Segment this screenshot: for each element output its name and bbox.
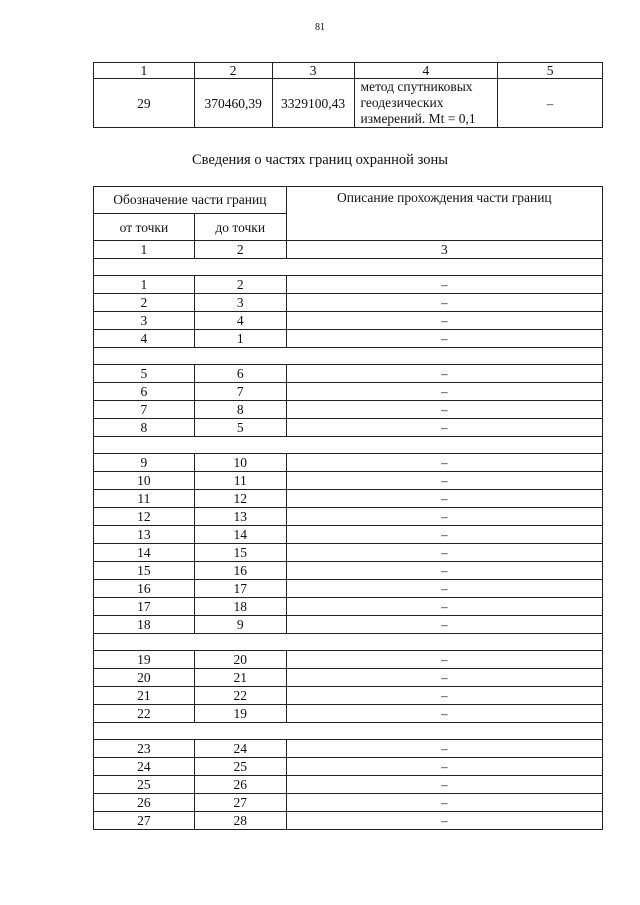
table-row [94,294,603,312]
table-row [94,472,603,490]
from-point-header: от точки [94,214,195,241]
description: – [286,526,602,544]
description: – [286,812,602,830]
header-cell: 1 [94,63,195,79]
to-point: 8 [194,401,286,419]
from-point: 18 [94,616,195,634]
description: – [286,330,602,348]
to-point: 22 [194,687,286,705]
description: – [286,544,602,562]
section-title: Сведения о частях границ охранной зоны [192,152,448,168]
table-row [94,490,603,508]
description: – [286,454,602,472]
group-separator-cell [94,259,603,276]
description: – [286,669,602,687]
description: – [286,687,602,705]
from-point: 14 [94,544,195,562]
from-point: 19 [94,651,195,669]
from-point: 21 [94,687,195,705]
from-point: 9 [94,454,195,472]
to-point: 21 [194,669,286,687]
col5-value: – [498,79,603,128]
to-point: 1 [194,330,286,348]
header-cell: 2 [194,63,272,79]
table-row [94,740,603,758]
group-separator-row [94,437,603,454]
column-number-row [94,241,603,259]
description: – [286,312,602,330]
group-separator-row [94,259,603,276]
coordinates-row [94,79,603,128]
table-row [94,758,603,776]
header-cell: 3 [272,63,354,79]
description: – [286,580,602,598]
column-number: 1 [94,241,195,259]
table-row [94,705,603,723]
table-row [94,562,603,580]
description: – [286,705,602,723]
to-point: 16 [194,562,286,580]
header-cell: 5 [498,63,603,79]
table-row [94,669,603,687]
table-row [94,598,603,616]
from-point: 24 [94,758,195,776]
from-point: 20 [94,669,195,687]
table-row [94,776,603,794]
from-point: 3 [94,312,195,330]
from-point: 25 [94,776,195,794]
from-point: 7 [94,401,195,419]
to-point: 2 [194,276,286,294]
group-separator-row [94,723,603,740]
table-row [94,616,603,634]
header-cell: 4 [354,63,498,79]
from-point: 1 [94,276,195,294]
to-point: 3 [194,294,286,312]
description: – [286,794,602,812]
table-row [94,580,603,598]
table-row [94,419,603,437]
table-row [94,526,603,544]
description: – [286,651,602,669]
page-number: 81 [315,22,325,33]
group-separator-cell [94,348,603,365]
from-point: 12 [94,508,195,526]
coord-x: 370460,39 [194,79,272,128]
from-point: 6 [94,383,195,401]
to-point: 10 [194,454,286,472]
to-point: 11 [194,472,286,490]
description: – [286,598,602,616]
from-point: 15 [94,562,195,580]
to-point: 5 [194,419,286,437]
table-row [94,383,603,401]
description: – [286,562,602,580]
description: – [286,383,602,401]
to-point: 27 [194,794,286,812]
column-number: 3 [286,241,602,259]
to-point: 20 [194,651,286,669]
to-point: 6 [194,365,286,383]
to-point: 12 [194,490,286,508]
to-point: 4 [194,312,286,330]
description: – [286,740,602,758]
to-point-header: до точки [194,214,286,241]
group-separator-cell [94,634,603,651]
table-row [94,330,603,348]
table-row [94,508,603,526]
table-row [94,544,603,562]
point-number: 29 [94,79,195,128]
from-point: 11 [94,490,195,508]
group-separator-row [94,634,603,651]
description: – [286,276,602,294]
description: – [286,776,602,794]
group-separator-row [94,348,603,365]
table-row [94,454,603,472]
coordinates-table [93,62,603,128]
description: – [286,365,602,383]
to-point: 17 [194,580,286,598]
from-point: 4 [94,330,195,348]
to-point: 13 [194,508,286,526]
to-point: 7 [194,383,286,401]
header-row-1 [94,187,603,214]
from-point: 27 [94,812,195,830]
table-row [94,794,603,812]
from-point: 17 [94,598,195,616]
table-row [94,651,603,669]
method-description: метод спутниковых геодезических измерений. Mt = 0,1 [354,79,498,128]
table-row [94,276,603,294]
from-point: 23 [94,740,195,758]
to-point: 28 [194,812,286,830]
table-row [94,401,603,419]
table-row [94,812,603,830]
to-point: 26 [194,776,286,794]
to-point: 15 [194,544,286,562]
description: – [286,758,602,776]
description: – [286,294,602,312]
to-point: 9 [194,616,286,634]
to-point: 24 [194,740,286,758]
table-row [94,687,603,705]
description: – [286,490,602,508]
from-point: 10 [94,472,195,490]
from-point: 16 [94,580,195,598]
description: – [286,508,602,526]
from-point: 8 [94,419,195,437]
group-separator-cell [94,437,603,454]
column-number: 2 [194,241,286,259]
from-point: 13 [94,526,195,544]
from-point: 2 [94,294,195,312]
table-row [94,312,603,330]
coordinates-header-row [94,63,603,79]
to-point: 18 [194,598,286,616]
boundary-parts-table [93,186,603,830]
from-point: 22 [94,705,195,723]
description-header: Описание прохождения части границ [286,187,602,241]
group-separator-cell [94,723,603,740]
table-row [94,365,603,383]
designation-header: Обозначение части границ [94,187,287,214]
from-point: 5 [94,365,195,383]
coord-y: 3329100,43 [272,79,354,128]
description: – [286,401,602,419]
to-point: 14 [194,526,286,544]
to-point: 25 [194,758,286,776]
from-point: 26 [94,794,195,812]
description: – [286,616,602,634]
to-point: 19 [194,705,286,723]
description: – [286,472,602,490]
description: – [286,419,602,437]
